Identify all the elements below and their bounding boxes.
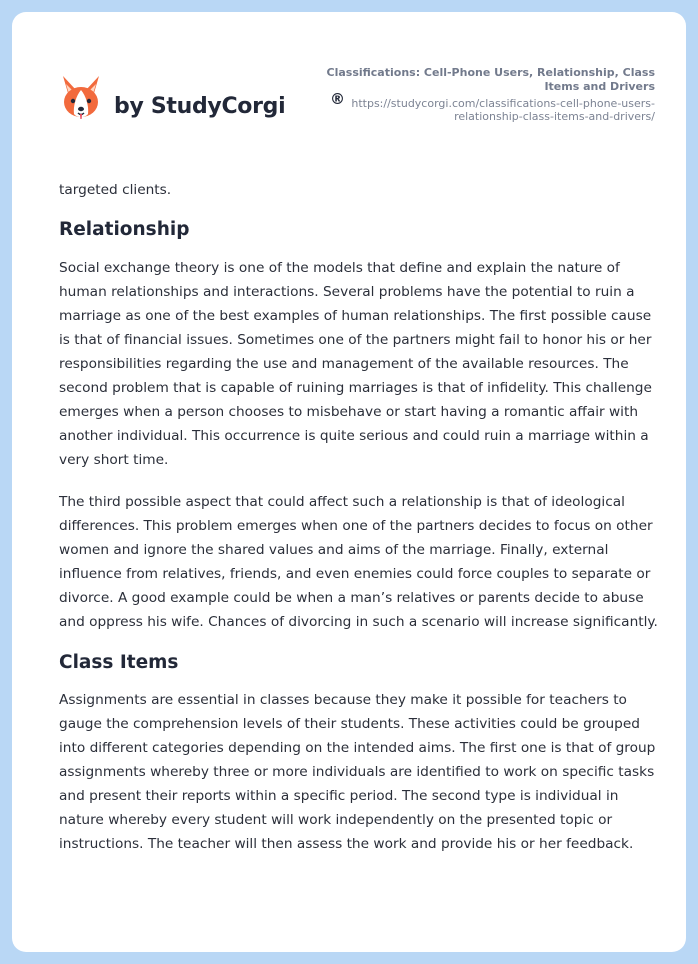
logo-text: by StudyCorgi	[114, 94, 286, 119]
article-body	[59, 178, 659, 856]
corgi-icon	[60, 74, 102, 122]
registered-mark: ®	[330, 90, 345, 108]
heading-relationship: Relationship	[59, 219, 190, 240]
source-title: Classifications: Cell-Phone Users, Relationship, Class Items and Drivers	[326, 66, 655, 93]
paragraph: The third possible aspect that could affect such a relationship is that of ideological differences. This problem emerges when one of the partners decides to focus on other women and ignore the shared values and aims of the marriage. Finally, external influence from relatives, friends, and even enemies could force couples to separate or divorce. A good example could be when a man’s relatives or parents decide to abuse and oppress his wife. Chances of divorcing in such a scenario will increase significantly.	[59, 494, 658, 630]
source-url[interactable]: https://studycorgi.com/classifications-cell-phone-users-relationship-class-items-and-drivers/	[351, 97, 655, 123]
heading-class-items: Class Items	[59, 652, 179, 673]
intro-fragment: targeted clients.	[59, 182, 172, 198]
paragraph: Social exchange theory is one of the models that define and explain the nature of human relationships and interactions. Several problems have the potential to ruin a marriage as one of the best examples of human relationships. The first possible cause is that of financial issues. Sometimes one of the partners might fail to honor his or her responsibilities regarding the use and management of the available resources. The second problem that is capable of ruining marriages is that of infidelity. This challenge emerges when a person chooses to misbehave or start having a romantic affair with another individual. This occurrence is quite serious and could ruin a marriage within a very short time.	[59, 260, 652, 468]
paragraph: Assignments are essential in classes because they make it possible for teachers to gauge the comprehension levels of their students. These activities could be grouped into different categories depending on the intended aims. The first one is that of group assignments whereby three or more individuals are identified to work on specific tasks and present their reports within a specific period. The second type is individual in nature whereby every student will work independently on the presented topic or instructions. The teacher will then assess the work and provide his or her feedback.	[59, 692, 656, 852]
source-info	[315, 66, 655, 123]
document-page	[12, 12, 686, 952]
header	[12, 12, 686, 152]
